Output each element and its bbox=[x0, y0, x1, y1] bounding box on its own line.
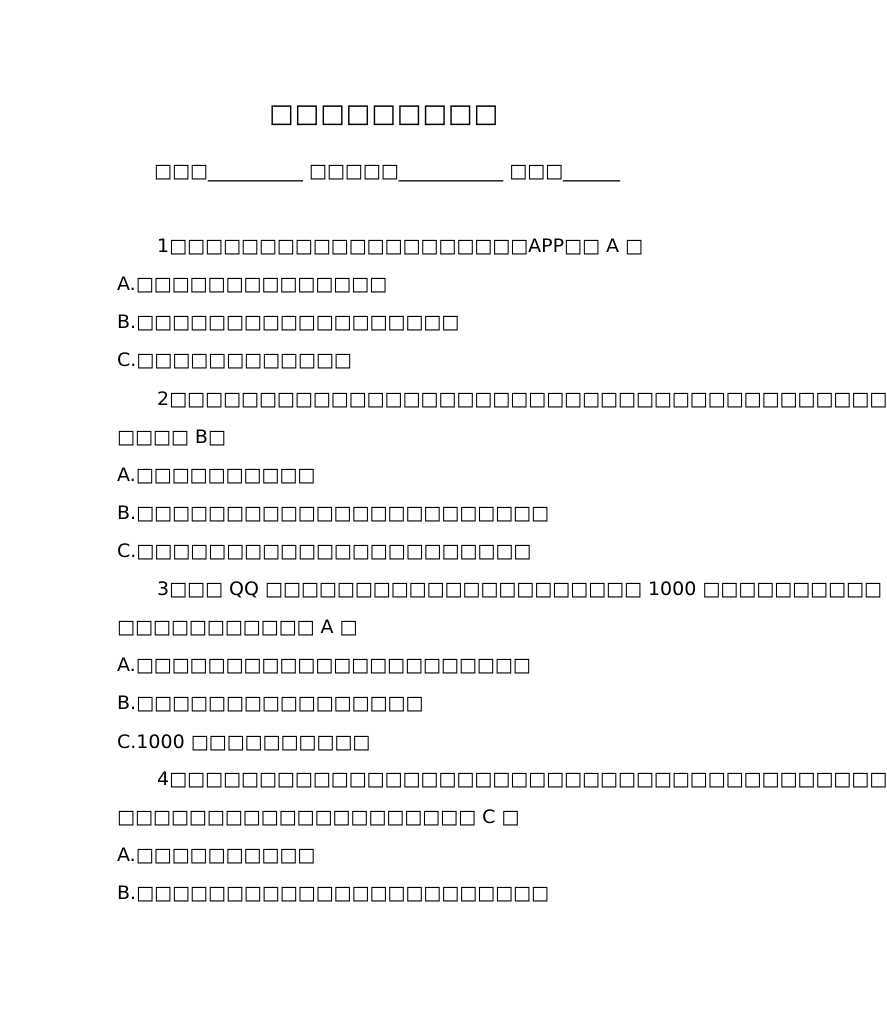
question-2-option-b: B.□□□□□□□□□□□□□□□□□□□□□□□ bbox=[117, 502, 549, 524]
question-4-option-b: B.□□□□□□□□□□□□□□□□□□□□□□□ bbox=[117, 882, 549, 904]
question-1-option-a: A.□□□□□□□□□□□□□□ bbox=[117, 273, 388, 295]
question-4-option-a: A.□□□□□□□□□□ bbox=[117, 844, 316, 866]
question-1-option-c: C.□□□□□□□□□□□□ bbox=[117, 349, 352, 371]
student-info-line bbox=[154, 158, 620, 184]
question-2-stem-line-1: 2□□□□□□□□□□□□□□□□□□□□□□□□□□□□□□□□□□□□□□□□ bbox=[157, 388, 887, 410]
question-3-stem-line-1: 3□□□ QQ □□□□□□□□□□□□□□□□□□□□□ 1000 □□□□□□□□□□ bbox=[157, 578, 882, 600]
question-3-option-a: A.□□□□□□□□□□□□□□□□□□□□□□ bbox=[117, 654, 531, 676]
question-3-stem-line-2: □□□□□□□□□□□ A □ bbox=[117, 616, 358, 638]
question-2-option-c: C.□□□□□□□□□□□□□□□□□□□□□□ bbox=[117, 540, 532, 562]
question-3-option-b: B.□□□□□□□□□□□□□□□□ bbox=[117, 692, 424, 714]
question-2-stem-line-2: □□□□ B□ bbox=[117, 426, 226, 448]
question-1-stem: 1□□□□□□□□□□□□□□□□□□□□APP□□ A □ bbox=[157, 235, 643, 257]
question-4-stem-line-1: 4□□□□□□□□□□□□□□□□□□□□□□□□□□□□□□□□□□□□□□□□ bbox=[157, 768, 887, 790]
student-info-text: □□□__________ □□□□□___________ □□□______ bbox=[154, 160, 621, 182]
document-title: □□□□□□□□□ bbox=[268, 99, 500, 129]
question-1-option-b: B.□□□□□□□□□□□□□□□□□□ bbox=[117, 311, 460, 333]
question-3-option-c: C.1000 □□□□□□□□□□ bbox=[117, 731, 371, 753]
question-2-option-a: A.□□□□□□□□□□ bbox=[117, 464, 316, 486]
question-4-stem-line-2: □□□□□□□□□□□□□□□□□□□□ C □ bbox=[117, 806, 520, 828]
